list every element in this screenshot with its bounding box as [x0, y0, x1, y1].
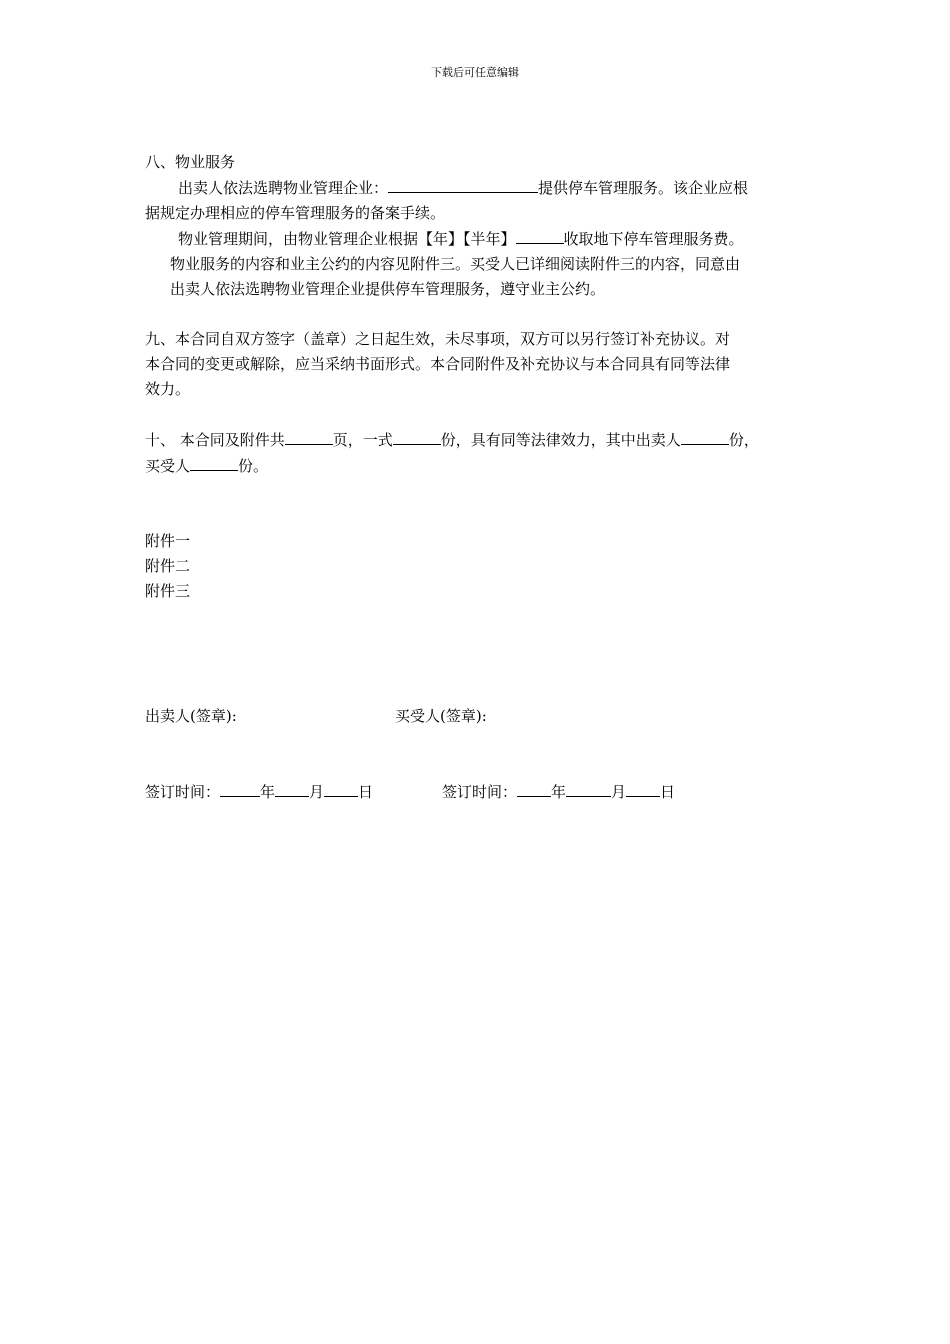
- section-8-text: 出卖人依法选聘物业管理企业：: [178, 179, 389, 197]
- year-label: 年: [551, 783, 567, 801]
- blank-buyer-month[interactable]: [566, 779, 611, 797]
- blank-seller-copies[interactable]: [681, 427, 729, 445]
- section-10-text: 买受人: [145, 457, 191, 475]
- section-10-text: 十、 本合同及附件共: [145, 431, 285, 449]
- section-10-text: 份，具有同等法律效力，其中出卖人: [440, 431, 681, 449]
- attachment-1: 附件一: [145, 532, 191, 550]
- attachment-3: 附件三: [145, 582, 191, 600]
- section-9-line-2: 本合同的变更或解除，应当采纳书面形式。本合同附件及补充协议与本合同具有同等法律: [145, 355, 731, 373]
- section-10-text: 份，: [728, 431, 759, 449]
- blank-buyer-copies[interactable]: [190, 453, 238, 471]
- blank-page-count[interactable]: [285, 427, 333, 445]
- spacer: [145, 479, 810, 529]
- date-label: 签订时间：: [145, 783, 221, 801]
- section-10-text: 页，一式: [332, 431, 393, 449]
- day-label: 日: [358, 783, 374, 801]
- page-header: 下载后可任意编辑: [431, 66, 519, 79]
- signature-row: [145, 704, 810, 729]
- buyer-signature-label: 买受人(签章):: [395, 707, 487, 725]
- section-10-line-2: [145, 453, 810, 479]
- section-8-text: 提供停车管理服务。该企业应根: [538, 179, 749, 197]
- section-8-title: 八、物业服务: [145, 153, 236, 171]
- month-label: 月: [611, 783, 627, 801]
- attachment-2: 附件二: [145, 557, 191, 575]
- blank-seller-month[interactable]: [275, 779, 309, 797]
- spacer: [145, 302, 810, 327]
- day-label: 日: [660, 783, 676, 801]
- section-8-line-4: 物业服务的内容和业主公约的内容见附件三。买受人已详细阅读附件三的内容，同意由: [170, 255, 741, 273]
- section-8-line-2: 据规定办理相应的停车管理服务的备案手续。: [145, 204, 446, 222]
- section-8-text: 物业管理期间，由物业管理企业根据【年】【半年】: [178, 230, 516, 248]
- blank-copy-count[interactable]: [393, 427, 441, 445]
- spacer: [145, 729, 810, 779]
- section-10-text: 份。: [238, 457, 269, 475]
- blank-seller-year[interactable]: [220, 779, 260, 797]
- section-8-line-1: [145, 175, 810, 201]
- section-8-line-3: [145, 226, 810, 252]
- section-9-line-1: 九、本合同自双方签字（盖章）之日起生效，未尽事项，双方可以另行签订补充协议。对: [145, 330, 731, 348]
- blank-buyer-day[interactable]: [626, 779, 660, 797]
- blank-property-company[interactable]: [388, 175, 538, 193]
- blank-fee-period[interactable]: [516, 226, 564, 244]
- seller-signature-label: 出卖人(签章):: [145, 707, 237, 725]
- section-10-line-1: [145, 427, 810, 453]
- spacer: [145, 402, 810, 427]
- seller-date: [145, 783, 373, 801]
- spacer: [145, 604, 810, 704]
- blank-seller-day[interactable]: [324, 779, 358, 797]
- blank-buyer-year[interactable]: [517, 779, 551, 797]
- year-label: 年: [260, 783, 276, 801]
- document-body: [145, 150, 810, 804]
- section-9-line-3: 效力。: [145, 380, 191, 398]
- date-row: [145, 779, 810, 804]
- section-8-text: 收取地下停车管理服务费。: [563, 230, 744, 248]
- date-label: 签订时间：: [442, 783, 518, 801]
- month-label: 月: [309, 783, 325, 801]
- buyer-date: [442, 779, 675, 805]
- section-8-line-5: 出卖人依法选聘物业管理企业提供停车管理服务，遵守业主公约。: [170, 280, 606, 298]
